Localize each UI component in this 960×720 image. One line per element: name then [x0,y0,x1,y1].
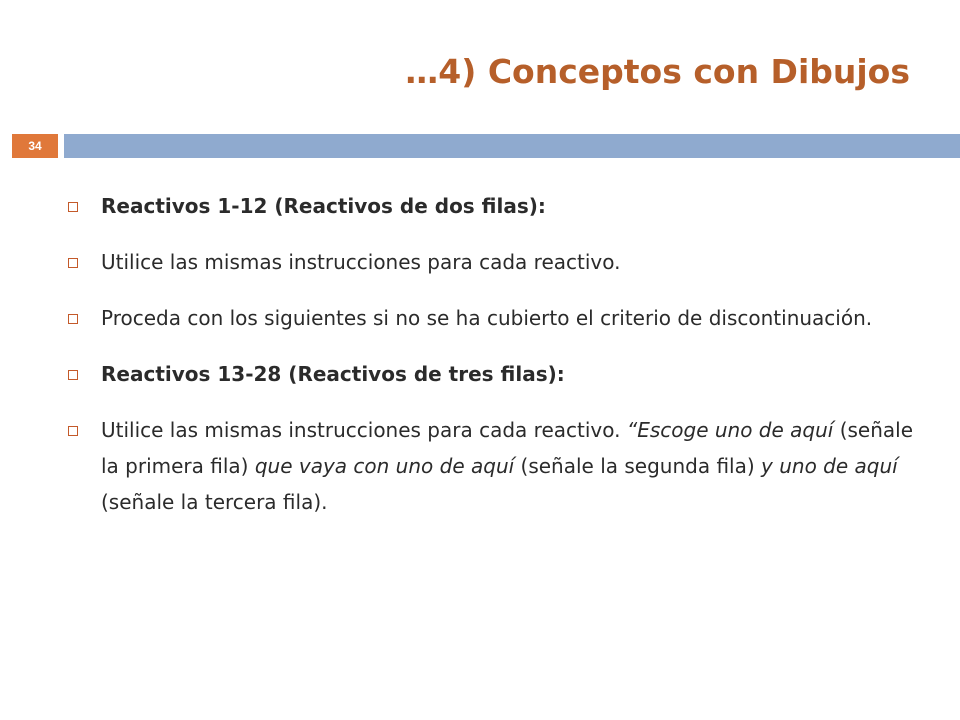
bullet-italic-segment: que vaya con uno de aquí [254,454,515,478]
bullet-italic-segment: y uno de aquí [761,454,898,478]
bullet-item-5 [68,412,918,520]
bullet-text-segment: Utilice las mismas instrucciones para cada reactivo. [101,418,627,442]
bullet-text: Utilice las mismas instrucciones para cada reactivo. [101,250,621,274]
bullet-text: Reactivos 13-28 (Reactivos de tres filas): [101,362,565,386]
square-bullet-icon [68,314,78,324]
bullet-item-3 [68,300,918,336]
bullet-list [68,188,918,540]
bullet-item-1 [68,188,918,224]
page-number-badge: 34 [12,134,58,158]
bullet-item-4 [68,356,918,392]
bullet-text-segment: (señale la tercera fila). [101,490,328,514]
bullet-italic-segment: “Escoge uno de aquí [626,418,834,442]
bullet-text-segment: (señale la segunda fila) [514,454,762,478]
square-bullet-icon [68,202,78,212]
bullet-text: Proceda con los siguientes si no se ha cubierto el criterio de discontinuación. [101,306,873,330]
square-bullet-icon [68,426,78,436]
square-bullet-icon [68,370,78,380]
slide-title: …4) Conceptos con Dibujos [405,52,910,91]
bullet-text: Reactivos 1-12 (Reactivos de dos filas): [101,194,546,218]
bullet-text-segment: (señale la primera fila) [101,418,914,478]
square-bullet-icon [68,258,78,268]
header-divider-bar [64,134,960,158]
bullet-item-2 [68,244,918,280]
